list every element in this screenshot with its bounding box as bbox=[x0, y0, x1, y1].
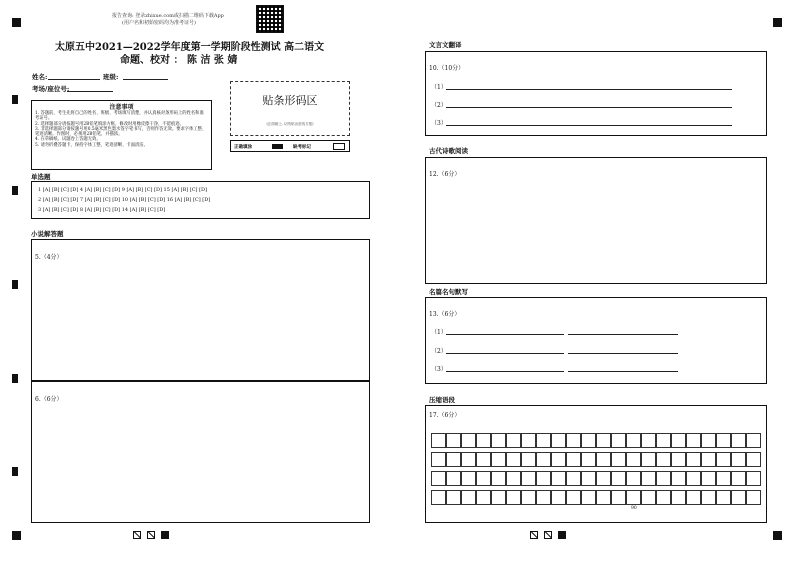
barcode-area bbox=[230, 81, 350, 136]
notice-line1: 报告查询: 登录zhixue.com或扫描二维码下载App bbox=[112, 13, 224, 19]
language-section-title: 压缩语段 bbox=[429, 396, 455, 404]
absent-mark-label: 缺考标记 bbox=[293, 145, 311, 150]
poetry-section-title: 古代诗歌阅读 bbox=[429, 147, 468, 155]
q13-answer-box[interactable] bbox=[425, 297, 767, 384]
correct-fill-label: 正确填涂 bbox=[234, 145, 252, 150]
q12-answer-box[interactable] bbox=[425, 157, 767, 284]
q13-item-label: （2） bbox=[431, 348, 447, 355]
page-id-mark bbox=[558, 531, 566, 539]
notes-item: 3. 非选择题部分请按题号用0.5毫米黑色墨水签字笔书写，否则作答无效。要求字体工整、笔迹清晰。作图时，必须用2B铅笔，并描浓。 bbox=[35, 126, 207, 138]
barcode-hint: (正面朝上, 切勿贴出虚线方框) bbox=[266, 122, 314, 126]
timing-mark bbox=[12, 280, 18, 289]
q10-item-label: （3） bbox=[431, 120, 447, 127]
q10-answer-line[interactable] bbox=[446, 89, 732, 90]
recite-section-title: 名篇名句默写 bbox=[429, 288, 468, 296]
timing-mark bbox=[12, 186, 18, 195]
corner-mark-bl bbox=[12, 531, 21, 540]
writing-grid-row[interactable] bbox=[431, 452, 761, 467]
exam-seat-field[interactable] bbox=[67, 91, 113, 92]
timing-mark bbox=[12, 95, 18, 104]
name-label: 姓名: bbox=[32, 73, 48, 81]
class-field[interactable] bbox=[123, 79, 168, 80]
notes-item: 5. 请勿折叠答题卡，保持字体工整、笔迹清晰、卡面清洁。 bbox=[35, 142, 148, 148]
q10-label: 10.（10分） bbox=[429, 65, 465, 72]
q5-answer-box[interactable] bbox=[31, 239, 370, 381]
mc-box bbox=[31, 181, 370, 219]
q13-label: 13.（6分） bbox=[429, 311, 461, 318]
page-id-mark bbox=[161, 531, 169, 539]
q17-label: 17.（6分） bbox=[429, 412, 461, 419]
page-id-mark bbox=[530, 531, 538, 539]
page-id-mark bbox=[133, 531, 141, 539]
qr-code-icon bbox=[256, 5, 284, 33]
novel-section-title: 小说解答题 bbox=[31, 230, 64, 238]
notes-item: 1. 答题前，考生先将自己的姓名、班级、考场填写清楚，并认真核对条形码上的姓名和准考证号。 bbox=[35, 111, 204, 122]
writing-grid-row[interactable] bbox=[431, 433, 761, 448]
mc-row[interactable]: 3 [A] [B] [C] [D] 8 [A] [B] [C] [D] 14 [A] [B] [C] [D] bbox=[38, 207, 166, 213]
q6-label: 6.（6分） bbox=[35, 396, 63, 403]
corner-mark-br bbox=[773, 531, 782, 540]
q13-answer-line[interactable] bbox=[446, 353, 564, 354]
mc-row[interactable]: 2 [A] [B] [C] [D] 7 [A] [B] [C] [D] 10 [A] [B] [C] [D] 16 [A] [B] [C] [D] bbox=[38, 197, 211, 203]
q13-item-label: （1） bbox=[431, 329, 447, 336]
q13-answer-line[interactable] bbox=[446, 371, 564, 372]
q17-answer-box bbox=[425, 405, 767, 523]
q12-label: 12.（6分） bbox=[429, 171, 461, 178]
q13-answer-line[interactable] bbox=[568, 371, 678, 372]
word-count-mark: 90 bbox=[631, 506, 637, 511]
corner-mark-tr bbox=[773, 18, 782, 27]
q6-answer-box[interactable] bbox=[31, 381, 370, 523]
exam-seat-label: 考场/座位号: bbox=[32, 85, 70, 93]
page-title: 太原五中2021—2022学年度第一学期阶段性测试 高二语文 bbox=[55, 42, 325, 53]
notes-item: 4. 在草稿纸、试题卷上答题无效。 bbox=[35, 137, 101, 143]
page-id-mark bbox=[544, 531, 552, 539]
q13-item-label: （3） bbox=[431, 366, 447, 373]
timing-mark bbox=[12, 467, 18, 476]
q13-answer-line[interactable] bbox=[568, 334, 678, 335]
mc-section-title: 单选题 bbox=[31, 173, 51, 181]
page-id-mark bbox=[147, 531, 155, 539]
page-subtitle: 命题、校对 ： 陈 洁 张 婧 bbox=[120, 55, 238, 66]
writing-grid-row[interactable] bbox=[431, 490, 761, 505]
q10-item-label: （1） bbox=[431, 84, 447, 91]
notes-item: 2. 选择题部分请按题号用2B铅笔填涂方框，修改时用橡皮擦干净，不留痕迹。 bbox=[35, 121, 184, 127]
barcode-label: 贴条形码区 bbox=[262, 94, 318, 107]
q10-answer-line[interactable] bbox=[446, 125, 732, 126]
name-field[interactable] bbox=[48, 79, 100, 80]
q5-label: 5.（4分） bbox=[35, 254, 63, 261]
class-label: 班级: bbox=[103, 73, 119, 81]
notice-line2: (用户名和初始密码均为准考证号) bbox=[122, 20, 196, 26]
notes-box bbox=[31, 100, 212, 170]
q10-answer-line[interactable] bbox=[446, 107, 732, 108]
classical-section-title: 文言文翻译 bbox=[429, 41, 462, 49]
q13-answer-line[interactable] bbox=[568, 353, 678, 354]
absent-mark-checkbox[interactable] bbox=[333, 143, 345, 150]
q10-item-label: （2） bbox=[431, 102, 447, 109]
fill-sample-box bbox=[230, 140, 350, 152]
correct-fill-sample bbox=[272, 144, 283, 149]
mc-row[interactable]: 1 [A] [B] [C] [D] 4 [A] [B] [C] [D] 9 [A] [B] [C] [D] 15 [A] [B] [C] [D] bbox=[38, 187, 208, 193]
q13-answer-line[interactable] bbox=[446, 334, 564, 335]
notes-title: 注意事项 bbox=[109, 104, 134, 111]
writing-grid-row[interactable] bbox=[431, 471, 761, 486]
corner-mark-tl bbox=[12, 18, 21, 27]
q10-answer-box[interactable] bbox=[425, 51, 767, 136]
timing-mark bbox=[12, 374, 18, 383]
